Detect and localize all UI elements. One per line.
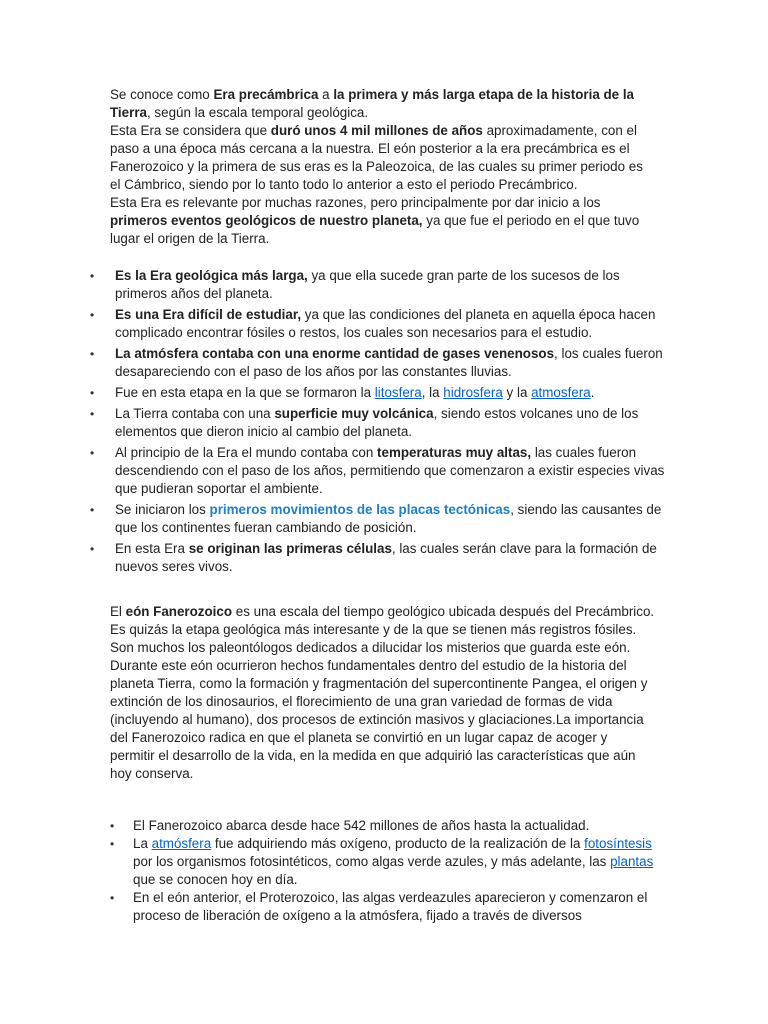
placas-tectonicas-link[interactable]: primeros movimientos de las placas tectónicas [209, 502, 511, 517]
litosfera-link[interactable]: litosfera [374, 385, 422, 400]
list-item: • Es una Era difícil de estudiar, ya que las condiciones del planeta en aquella época hacen complicado encontrar fósiles o restos, los cuales son necesarios para el estudio. [90, 306, 670, 342]
atmosfera-link-2[interactable]: atmósfera [151, 836, 212, 851]
intro-sentence-2: Esta Era se considera que duró unos 4 mil millones de años aproximadamente, con el paso a una época más cercana a la nuestra. El eón posterior a la era precámbrica es el Fanerozoico y la primera de sus eras es la Paleozoica, de las cuales su primer periodo es el Cámbrico, siendo por lo tanto todo lo anterior a esto el periodo Precámbrico. [110, 123, 643, 192]
list-item: • El Fanerozoico abarca desde hace 542 millones de años hasta la actualidad. [110, 817, 655, 835]
fanerozoico-p2: Durante este eón ocurrieron hechos fundamentales dentro del estudio de la historia del planeta Tierra, como la formación y fragmentación del supercontinente Pangea, el origen y extinción de los dinosaurios, el florecimiento de una gran variedad de formas de vida (incluyendo al humano), dos procesos de extinción masivos y glaciaciones.La importancia del Fanerozoico radica en que el planeta se convirtió en un lugar capaz de acoger y permitir el desarrollo de la vida, en la medida en que adquirió las características que aún hoy conserva. [110, 658, 648, 781]
list-item: • Se iniciaron los primeros movimientos de las placas tectónicas, siendo las causantes de que los continentes fueran cambiando de posición. [90, 501, 670, 537]
intro-sentence-1: Se conoce como Era precámbrica a la primera y más larga etapa de la historia de la Tierra, según la escala temporal geológica. [110, 87, 635, 120]
fanerozoico-paragraph [110, 603, 655, 783]
precambrian-features-list [90, 267, 670, 579]
list-item: • La Tierra contaba con una superficie muy volcánica, siendo estos volcanes uno de los elementos que dieron inicio al cambio del planeta. [90, 405, 670, 441]
intro-sentence-3: Esta Era es relevante por muchas razones, pero principalmente por dar inicio a los primeros eventos geológicos de nuestro planeta, ya que fue el periodo en el que tuvo lugar el origen de la Tierra. [110, 195, 640, 246]
list-item: • Fue en esta etapa en la que se formaron la litosfera, la hidrosfera y la atmosfera. [90, 384, 670, 402]
list-item: • La atmósfera contaba con una enorme cantidad de gases venenosos, los cuales fueron desapareciendo con el paso de los años por las constantes lluvias. [90, 345, 670, 381]
fotosintesis-link[interactable]: fotosíntesis [584, 836, 652, 851]
fanerozoico-features-list [110, 817, 655, 925]
list-item: • Es la Era geológica más larga, ya que ella sucede gran parte de los sucesos de los primeros años del planeta. [90, 267, 670, 303]
list-item: • En el eón anterior, el Proterozoico, las algas verdeazules aparecieron y comenzaron el proceso de liberación de oxígeno a la atmósfera, fijado a través de diversos [110, 889, 655, 925]
list-item: • Al principio de la Era el mundo contaba con temperaturas muy altas, las cuales fueron descendiendo con el paso de los años, permitiendo que comenzaron a existir especies vivas que pudieran soportar el ambiente. [90, 444, 670, 498]
fanerozoico-p1: El eón Fanerozoico es una escala del tiempo geológico ubicada después del Precámbrico. Es quizás la etapa geológica más interesante y de la que se tienen más registros fósiles. Son muchos los paleontólogos dedicados a dilucidar los misterios que guarda este eón. [110, 604, 655, 655]
atmosfera-link[interactable]: atmosfera [531, 385, 591, 400]
hidrosfera-link[interactable]: hidrosfera [443, 385, 503, 400]
list-item: • En esta Era se originan las primeras células, las cuales serán clave para la formación de nuevos seres vivos. [90, 540, 670, 576]
plantas-link[interactable]: plantas [610, 854, 654, 869]
intro-paragraph [110, 86, 655, 248]
list-item: • La atmósfera fue adquiriendo más oxígeno, producto de la realización de la fotosíntesis por los organismos fotosintéticos, como algas verde azules, y más adelante, las plantas que se conocen hoy en día. [110, 835, 655, 889]
